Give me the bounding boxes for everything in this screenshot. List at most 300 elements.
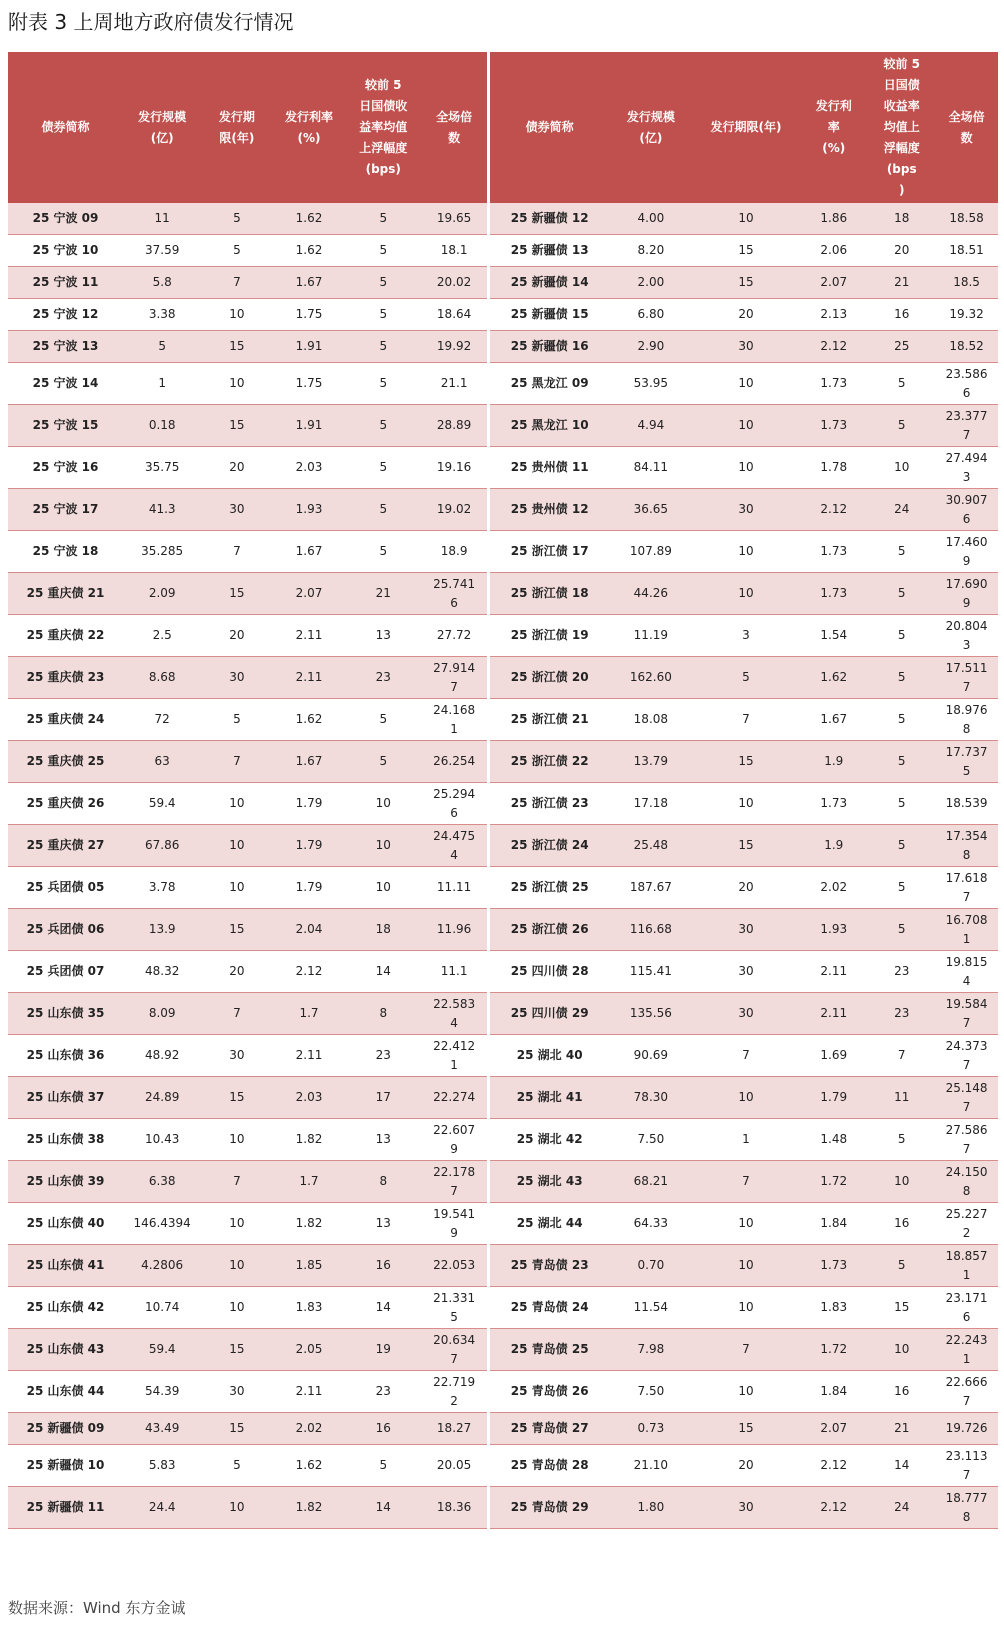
table-cell: 19 <box>346 1329 421 1371</box>
table-cell: 18.51 <box>935 235 998 267</box>
table-cell: 18.52 <box>935 331 998 363</box>
table-cell: 15 <box>693 1413 800 1445</box>
table-cell: 10 <box>346 783 421 825</box>
table-cell: 1.82 <box>272 1487 345 1529</box>
table-cell: 25.294 6 <box>421 783 489 825</box>
table-cell: 10 <box>201 867 272 909</box>
table-cell: 7 <box>868 1035 935 1077</box>
table-cell: 23 <box>346 657 421 699</box>
table-cell: 1.67 <box>799 699 868 741</box>
table-cell: 4.2806 <box>123 1245 201 1287</box>
table-cell: 25 <box>868 331 935 363</box>
table-row <box>8 783 998 825</box>
bond-name-cell: 25 湖北 44 <box>489 1203 609 1245</box>
table-cell: 13 <box>346 615 421 657</box>
table-cell: 6.38 <box>123 1161 201 1203</box>
table-row <box>8 363 998 405</box>
table-cell: 107.89 <box>609 531 693 573</box>
bond-issuance-table-container <box>8 52 998 1529</box>
bond-name-cell: 25 浙江债 24 <box>489 825 609 867</box>
table-cell: 15 <box>201 1413 272 1445</box>
table-cell: 1.75 <box>272 363 345 405</box>
table-cell: 1.83 <box>272 1287 345 1329</box>
table-cell: 1.84 <box>799 1203 868 1245</box>
table-cell: 10.43 <box>123 1119 201 1161</box>
bond-name-cell: 25 重庆债 22 <box>8 615 123 657</box>
bond-name-cell: 25 宁波 16 <box>8 447 123 489</box>
table-cell: 18.08 <box>609 699 693 741</box>
table-cell: 10 <box>693 1287 800 1329</box>
table-cell: 10 <box>693 203 800 235</box>
table-row <box>8 203 998 235</box>
bond-name-cell: 25 山东债 44 <box>8 1371 123 1413</box>
table-cell: 5 <box>201 203 272 235</box>
table-row <box>8 1287 998 1329</box>
bond-name-cell: 25 青岛债 25 <box>489 1329 609 1371</box>
table-cell: 30 <box>201 489 272 531</box>
table-cell: 5 <box>868 573 935 615</box>
table-cell: 14 <box>346 1287 421 1329</box>
bond-name-cell: 25 山东债 37 <box>8 1077 123 1119</box>
table-cell: 5 <box>346 363 421 405</box>
table-cell: 10.74 <box>123 1287 201 1329</box>
bond-name-cell: 25 浙江债 22 <box>489 741 609 783</box>
bond-name-cell: 25 宁波 18 <box>8 531 123 573</box>
table-cell: 1 <box>693 1119 800 1161</box>
bond-name-cell: 25 山东债 43 <box>8 1329 123 1371</box>
table-cell: 11 <box>123 203 201 235</box>
table-cell: 19.65 <box>421 203 489 235</box>
table-cell: 13.9 <box>123 909 201 951</box>
bond-name-cell: 25 贵州债 12 <box>489 489 609 531</box>
table-cell: 10 <box>201 1203 272 1245</box>
table-cell: 63 <box>123 741 201 783</box>
table-cell: 20 <box>693 1445 800 1487</box>
bond-name-cell: 25 黑龙江 09 <box>489 363 609 405</box>
table-cell: 30 <box>693 331 800 363</box>
table-cell: 5 <box>346 447 421 489</box>
right-header-cell: 较前 5 日国债 收益率 均值上 浮幅度 (bps ) <box>868 52 935 203</box>
table-cell: 15 <box>201 909 272 951</box>
table-cell: 11.96 <box>421 909 489 951</box>
table-cell: 5 <box>346 405 421 447</box>
table-cell: 59.4 <box>123 1329 201 1371</box>
table-cell: 20 <box>201 615 272 657</box>
bond-name-cell: 25 山东债 39 <box>8 1161 123 1203</box>
table-cell: 22.412 1 <box>421 1035 489 1077</box>
table-cell: 22.053 <box>421 1245 489 1287</box>
table-cell: 25.227 2 <box>935 1203 998 1245</box>
table-cell: 10 <box>201 1245 272 1287</box>
table-row <box>8 235 998 267</box>
table-cell: 11 <box>868 1077 935 1119</box>
left-header-cell: 发行规模 (亿) <box>123 52 201 203</box>
table-cell: 1.79 <box>272 867 345 909</box>
table-cell: 7.50 <box>609 1119 693 1161</box>
table-row <box>8 657 998 699</box>
table-cell: 0.70 <box>609 1245 693 1287</box>
table-cell: 8.68 <box>123 657 201 699</box>
table-cell: 10 <box>868 1161 935 1203</box>
table-cell: 30 <box>201 1035 272 1077</box>
table-cell: 7 <box>201 993 272 1035</box>
table-cell: 19.02 <box>421 489 489 531</box>
bond-name-cell: 25 浙江债 21 <box>489 699 609 741</box>
table-cell: 23 <box>346 1371 421 1413</box>
table-cell: 4.94 <box>609 405 693 447</box>
table-cell: 21 <box>868 1413 935 1445</box>
table-cell: 18 <box>868 203 935 235</box>
table-cell: 23 <box>346 1035 421 1077</box>
table-cell: 18.857 1 <box>935 1245 998 1287</box>
bond-name-cell: 25 浙江债 20 <box>489 657 609 699</box>
table-cell: 13 <box>346 1203 421 1245</box>
table-cell: 20 <box>201 951 272 993</box>
table-cell: 59.4 <box>123 783 201 825</box>
table-cell: 1.9 <box>799 741 868 783</box>
table-cell: 27.494 3 <box>935 447 998 489</box>
table-cell: 24.373 7 <box>935 1035 998 1077</box>
table-cell: 5.8 <box>123 267 201 299</box>
table-cell: 35.285 <box>123 531 201 573</box>
table-cell: 5 <box>868 909 935 951</box>
left-header-cell: 债券简称 <box>8 52 123 203</box>
table-cell: 11.19 <box>609 615 693 657</box>
table-cell: 27.72 <box>421 615 489 657</box>
table-cell: 23.171 6 <box>935 1287 998 1329</box>
table-cell: 5 <box>201 1445 272 1487</box>
data-source-note: 数据来源：Wind 东方金诚 <box>8 1599 186 1617</box>
table-cell: 22.243 1 <box>935 1329 998 1371</box>
table-cell: 24.89 <box>123 1077 201 1119</box>
table-cell: 2.05 <box>272 1329 345 1371</box>
table-row <box>8 573 998 615</box>
table-cell: 36.65 <box>609 489 693 531</box>
table-cell: 5 <box>868 1119 935 1161</box>
table-cell: 20.02 <box>421 267 489 299</box>
table-cell: 17.354 8 <box>935 825 998 867</box>
table-cell: 7 <box>201 267 272 299</box>
bond-name-cell: 25 青岛债 28 <box>489 1445 609 1487</box>
table-cell: 18.58 <box>935 203 998 235</box>
bond-name-cell: 25 重庆债 23 <box>8 657 123 699</box>
table-cell: 1.62 <box>272 1445 345 1487</box>
table-cell: 16.708 1 <box>935 909 998 951</box>
table-cell: 17.618 7 <box>935 867 998 909</box>
table-row <box>8 531 998 573</box>
table-cell: 1.69 <box>799 1035 868 1077</box>
table-cell: 10 <box>346 825 421 867</box>
table-cell: 15 <box>693 267 800 299</box>
bond-name-cell: 25 宁波 11 <box>8 267 123 299</box>
table-cell: 2.11 <box>272 657 345 699</box>
right-header-cell: 发行规模 (亿) <box>609 52 693 203</box>
table-header-row <box>8 52 998 203</box>
table-cell: 2.12 <box>799 1445 868 1487</box>
bond-name-cell: 25 浙江债 18 <box>489 573 609 615</box>
table-cell: 18.1 <box>421 235 489 267</box>
table-row <box>8 1413 998 1445</box>
table-cell: 30 <box>201 1371 272 1413</box>
bond-name-cell: 25 湖北 42 <box>489 1119 609 1161</box>
table-cell: 5.83 <box>123 1445 201 1487</box>
table-cell: 19.32 <box>935 299 998 331</box>
table-cell: 7 <box>693 1161 800 1203</box>
bond-name-cell: 25 黑龙江 10 <box>489 405 609 447</box>
table-cell: 48.92 <box>123 1035 201 1077</box>
table-cell: 2.11 <box>272 615 345 657</box>
table-cell: 7.98 <box>609 1329 693 1371</box>
bond-name-cell: 25 湖北 40 <box>489 1035 609 1077</box>
table-cell: 1.67 <box>272 741 345 783</box>
table-cell: 30 <box>693 993 800 1035</box>
bond-name-cell: 25 宁波 17 <box>8 489 123 531</box>
table-cell: 5 <box>346 741 421 783</box>
table-cell: 7 <box>693 1035 800 1077</box>
table-cell: 25.741 6 <box>421 573 489 615</box>
table-cell: 17 <box>346 1077 421 1119</box>
table-cell: 18 <box>346 909 421 951</box>
table-cell: 24 <box>868 489 935 531</box>
table-cell: 5 <box>346 267 421 299</box>
table-cell: 14 <box>346 951 421 993</box>
table-cell: 2.06 <box>799 235 868 267</box>
table-cell: 41.3 <box>123 489 201 531</box>
table-cell: 1.73 <box>799 531 868 573</box>
table-cell: 5 <box>201 699 272 741</box>
bond-name-cell: 25 湖北 41 <box>489 1077 609 1119</box>
table-cell: 1.91 <box>272 331 345 363</box>
table-cell: 15 <box>693 825 800 867</box>
table-cell: 1.78 <box>799 447 868 489</box>
table-cell: 48.32 <box>123 951 201 993</box>
table-cell: 10 <box>693 405 800 447</box>
table-cell: 1.91 <box>272 405 345 447</box>
table-cell: 2.13 <box>799 299 868 331</box>
table-cell: 5 <box>346 331 421 363</box>
table-cell: 5 <box>693 657 800 699</box>
bond-name-cell: 25 贵州债 11 <box>489 447 609 489</box>
table-cell: 2.12 <box>799 1487 868 1529</box>
table-cell: 53.95 <box>609 363 693 405</box>
table-cell: 13.79 <box>609 741 693 783</box>
table-cell: 5 <box>346 299 421 331</box>
table-title: 附表 3 上周地方政府债发行情况 <box>8 10 294 34</box>
table-cell: 10 <box>201 1487 272 1529</box>
table-cell: 1.62 <box>272 699 345 741</box>
table-cell: 27.586 7 <box>935 1119 998 1161</box>
bond-name-cell: 25 新疆债 16 <box>489 331 609 363</box>
table-cell: 17.511 7 <box>935 657 998 699</box>
table-cell: 1.67 <box>272 267 345 299</box>
table-cell: 1.54 <box>799 615 868 657</box>
table-cell: 30 <box>693 1487 800 1529</box>
table-row <box>8 867 998 909</box>
table-cell: 78.30 <box>609 1077 693 1119</box>
table-cell: 162.60 <box>609 657 693 699</box>
table-cell: 20 <box>693 867 800 909</box>
table-body <box>8 203 998 1529</box>
bond-name-cell: 25 山东债 40 <box>8 1203 123 1245</box>
table-cell: 10 <box>201 1119 272 1161</box>
table-cell: 7 <box>693 699 800 741</box>
table-row <box>8 489 998 531</box>
table-cell: 1.93 <box>272 489 345 531</box>
table-row <box>8 267 998 299</box>
table-cell: 187.67 <box>609 867 693 909</box>
table-cell: 1.83 <box>799 1287 868 1329</box>
table-cell: 10 <box>868 447 935 489</box>
table-cell: 15 <box>201 1077 272 1119</box>
table-cell: 1.73 <box>799 405 868 447</box>
table-cell: 5 <box>868 363 935 405</box>
bond-name-cell: 25 宁波 14 <box>8 363 123 405</box>
table-cell: 1.72 <box>799 1329 868 1371</box>
bond-name-cell: 25 宁波 12 <box>8 299 123 331</box>
table-cell: 5 <box>123 331 201 363</box>
table-cell: 30 <box>693 951 800 993</box>
table-cell: 1.82 <box>272 1119 345 1161</box>
table-cell: 2.12 <box>272 951 345 993</box>
bond-name-cell: 25 新疆债 12 <box>489 203 609 235</box>
table-cell: 1.48 <box>799 1119 868 1161</box>
bond-name-cell: 25 青岛债 23 <box>489 1245 609 1287</box>
table-cell: 20 <box>201 447 272 489</box>
table-cell: 30 <box>693 909 800 951</box>
table-cell: 23.113 7 <box>935 1445 998 1487</box>
left-header-cell: 发行利率 (%) <box>272 52 345 203</box>
table-cell: 1.93 <box>799 909 868 951</box>
table-row <box>8 299 998 331</box>
bond-name-cell: 25 新疆债 13 <box>489 235 609 267</box>
table-cell: 5 <box>868 615 935 657</box>
table-cell: 13 <box>346 1119 421 1161</box>
table-row <box>8 993 998 1035</box>
table-cell: 2.12 <box>799 489 868 531</box>
table-cell: 37.59 <box>123 235 201 267</box>
table-cell: 1.75 <box>272 299 345 331</box>
table-cell: 10 <box>693 1077 800 1119</box>
table-cell: 1.7 <box>272 993 345 1035</box>
table-cell: 16 <box>346 1413 421 1445</box>
right-header-cell: 债券简称 <box>489 52 609 203</box>
table-cell: 2.03 <box>272 447 345 489</box>
bond-name-cell: 25 山东债 41 <box>8 1245 123 1287</box>
table-row <box>8 615 998 657</box>
table-cell: 11.54 <box>609 1287 693 1329</box>
table-cell: 2.02 <box>799 867 868 909</box>
table-cell: 2.12 <box>799 331 868 363</box>
bond-name-cell: 25 浙江债 19 <box>489 615 609 657</box>
table-cell: 5 <box>868 657 935 699</box>
table-cell: 24.150 8 <box>935 1161 998 1203</box>
table-cell: 28.89 <box>421 405 489 447</box>
table-cell: 20 <box>868 235 935 267</box>
bond-name-cell: 25 湖北 43 <box>489 1161 609 1203</box>
table-cell: 2.07 <box>799 267 868 299</box>
table-cell: 5 <box>868 783 935 825</box>
table-cell: 72 <box>123 699 201 741</box>
table-cell: 18.36 <box>421 1487 489 1529</box>
table-cell: 30.907 6 <box>935 489 998 531</box>
table-cell: 22.607 9 <box>421 1119 489 1161</box>
table-cell: 10 <box>346 867 421 909</box>
table-cell: 25.48 <box>609 825 693 867</box>
table-cell: 23 <box>868 993 935 1035</box>
table-cell: 5 <box>868 1245 935 1287</box>
table-cell: 2.00 <box>609 267 693 299</box>
table-cell: 5 <box>868 699 935 741</box>
table-cell: 8.09 <box>123 993 201 1035</box>
table-row <box>8 1077 998 1119</box>
table-cell: 1.73 <box>799 783 868 825</box>
table-cell: 23.586 6 <box>935 363 998 405</box>
table-cell: 19.584 7 <box>935 993 998 1035</box>
table-cell: 19.92 <box>421 331 489 363</box>
table-cell: 5 <box>346 699 421 741</box>
table-cell: 7.50 <box>609 1371 693 1413</box>
table-row <box>8 1161 998 1203</box>
table-row <box>8 1245 998 1287</box>
table-cell: 17.690 9 <box>935 573 998 615</box>
bond-name-cell: 25 新疆债 11 <box>8 1487 123 1529</box>
table-cell: 19.16 <box>421 447 489 489</box>
bond-name-cell: 25 宁波 09 <box>8 203 123 235</box>
table-cell: 10 <box>201 299 272 331</box>
table-cell: 1.67 <box>272 531 345 573</box>
table-cell: 64.33 <box>609 1203 693 1245</box>
bond-name-cell: 25 宁波 10 <box>8 235 123 267</box>
table-cell: 2.5 <box>123 615 201 657</box>
table-row <box>8 1035 998 1077</box>
table-cell: 19.815 4 <box>935 951 998 993</box>
table-cell: 1.80 <box>609 1487 693 1529</box>
table-row <box>8 1487 998 1529</box>
table-cell: 21.10 <box>609 1445 693 1487</box>
bond-name-cell: 25 新疆债 10 <box>8 1445 123 1487</box>
table-cell: 16 <box>868 299 935 331</box>
table-cell: 30 <box>201 657 272 699</box>
table-cell: 44.26 <box>609 573 693 615</box>
table-row <box>8 909 998 951</box>
table-cell: 10 <box>693 447 800 489</box>
table-cell: 2.09 <box>123 573 201 615</box>
table-cell: 8 <box>346 993 421 1035</box>
table-cell: 1.72 <box>799 1161 868 1203</box>
bond-name-cell: 25 宁波 15 <box>8 405 123 447</box>
table-cell: 15 <box>868 1287 935 1329</box>
table-cell: 2.02 <box>272 1413 345 1445</box>
table-cell: 20.804 3 <box>935 615 998 657</box>
table-cell: 2.07 <box>272 573 345 615</box>
table-cell: 1.86 <box>799 203 868 235</box>
table-row <box>8 1445 998 1487</box>
table-cell: 21 <box>346 573 421 615</box>
table-cell: 115.41 <box>609 951 693 993</box>
bond-name-cell: 25 山东债 42 <box>8 1287 123 1329</box>
bond-issuance-table <box>8 52 998 1529</box>
table-cell: 15 <box>201 1329 272 1371</box>
right-header-cell: 全场倍 数 <box>935 52 998 203</box>
table-cell: 2.11 <box>272 1371 345 1413</box>
bond-name-cell: 25 重庆债 26 <box>8 783 123 825</box>
table-cell: 11.11 <box>421 867 489 909</box>
table-cell: 15 <box>201 573 272 615</box>
table-row <box>8 331 998 363</box>
table-cell: 15 <box>201 331 272 363</box>
table-cell: 5 <box>346 531 421 573</box>
table-cell: 1.9 <box>799 825 868 867</box>
